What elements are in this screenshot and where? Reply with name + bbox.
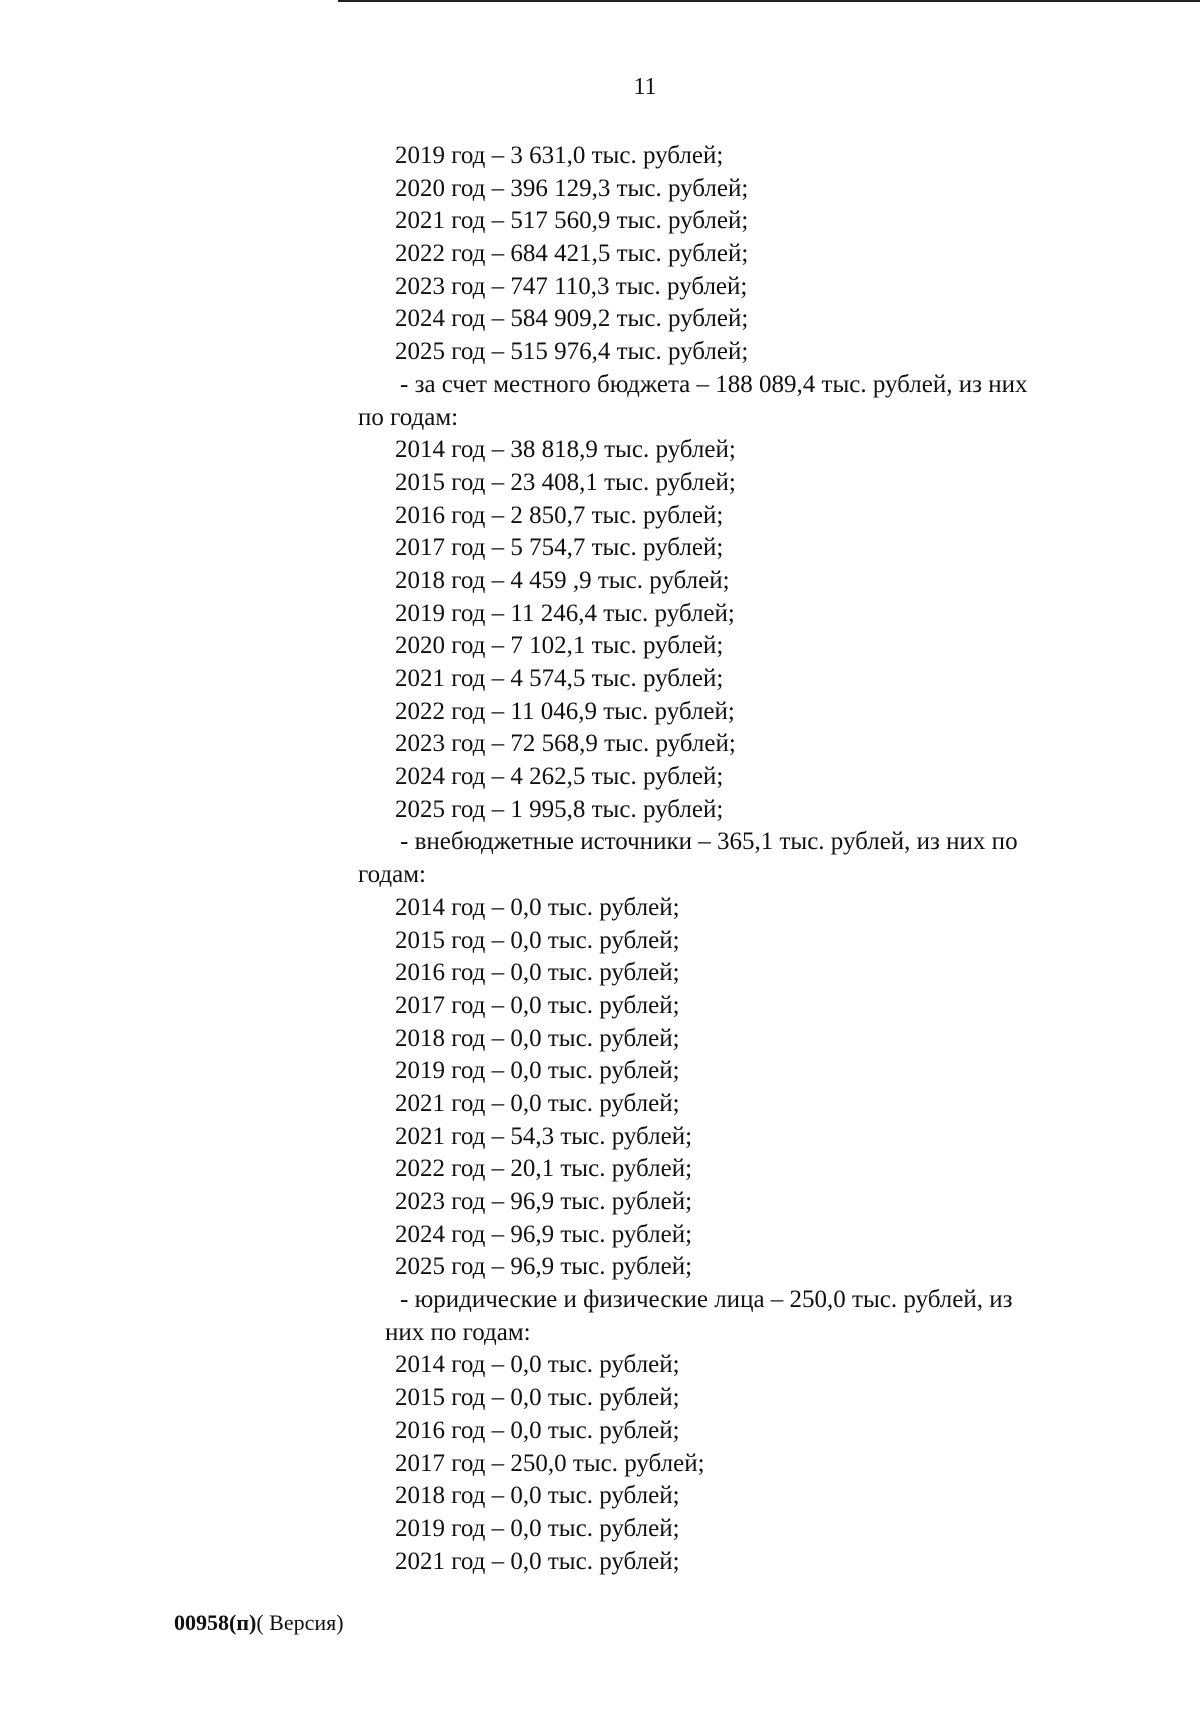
block-legal-entities <box>385 1284 1135 1578</box>
year-line: 2014 год – 38 818,9 тыс. рублей; <box>395 436 736 464</box>
year-line: 2014 год – 0,0 тыс. рублей; <box>395 1351 680 1379</box>
year-line: 2017 год – 5 754,7 тыс. рублей; <box>395 534 724 562</box>
year-line: 2019 год – 11 246,4 тыс. рублей; <box>395 599 735 627</box>
year-line: 2023 год – 747 110,3 тыс. рублей; <box>395 272 748 300</box>
year-line: 2024 год – 4 262,5 тыс. рублей; <box>395 763 724 791</box>
section-heading-continuation: них по годам: <box>385 1318 531 1346</box>
section-heading-continuation: годам: <box>358 861 426 889</box>
year-line: 2021 год – 54,3 тыс. рублей; <box>395 1122 693 1150</box>
document-body <box>358 140 1135 1578</box>
document-footer <box>174 1609 344 1637</box>
top-rule <box>338 0 1200 2</box>
year-line: 2021 год – 0,0 тыс. рублей; <box>395 1089 680 1117</box>
year-line: 2018 год – 0,0 тыс. рублей; <box>395 1482 680 1510</box>
year-line: 2015 год – 0,0 тыс. рублей; <box>395 926 680 954</box>
year-line: 2016 год – 2 850,7 тыс. рублей; <box>395 501 724 529</box>
year-line: 2018 год – 0,0 тыс. рублей; <box>395 1024 680 1052</box>
year-line: 2025 год – 515 976,4 тыс. рублей; <box>395 338 749 366</box>
year-line: 2023 год – 96,9 тыс. рублей; <box>395 1188 693 1215</box>
year-line: 2021 год – 4 574,5 тыс. рублей; <box>395 665 724 692</box>
document-code: 00958(п) <box>174 1610 257 1635</box>
year-line: 2019 год – 0,0 тыс. рублей; <box>395 1514 680 1542</box>
year-line: 2018 год – 4 459 ,9 тыс. рублей; <box>395 566 730 594</box>
year-line: 2020 год – 7 102,1 тыс. рублей; <box>395 632 724 660</box>
year-line: 2025 год – 96,9 тыс. рублей; <box>395 1253 693 1281</box>
year-line: 2015 год – 23 408,1 тыс. рублей; <box>395 468 736 496</box>
section-heading-continuation: по годам: <box>358 403 459 431</box>
year-line: 2020 год – 396 129,3 тыс. рублей; <box>395 174 749 202</box>
year-line: 2015 год – 0,0 тыс. рублей; <box>395 1384 680 1412</box>
block-regional-years <box>395 140 1135 369</box>
block-extrabudgetary <box>358 826 1135 1284</box>
year-line: 2019 год – 3 631,0 тыс. рублей; <box>395 142 724 169</box>
year-line: 2016 год – 0,0 тыс. рублей; <box>395 1416 680 1444</box>
year-line: 2022 год – 20,1 тыс. рублей; <box>395 1155 693 1183</box>
year-line: 2022 год – 11 046,9 тыс. рублей; <box>395 697 735 725</box>
section-heading: - юридические и физические лица – 250,0 тыс. рублей, из <box>400 1286 1013 1314</box>
year-line: 2022 год – 684 421,5 тыс. рублей; <box>395 240 749 268</box>
year-line: 2016 год – 0,0 тыс. рублей; <box>395 959 680 987</box>
year-line: 2014 год – 0,0 тыс. рублей; <box>395 893 680 921</box>
block-local-budget <box>358 369 1135 827</box>
year-line: 2017 год – 250,0 тыс. рублей; <box>395 1449 705 1477</box>
section-heading: - внебюджетные источники – 365,1 тыс. рублей, из них по <box>400 828 1018 856</box>
year-line: 2023 год – 72 568,9 тыс. рублей; <box>395 730 736 758</box>
year-line: 2024 год – 96,9 тыс. рублей; <box>395 1220 693 1248</box>
section-heading: - за счет местного бюджета – 188 089,4 тыс. рублей, из них <box>400 370 1028 398</box>
year-line: 2017 год – 0,0 тыс. рублей; <box>395 991 680 1019</box>
year-line: 2019 год – 0,0 тыс. рублей; <box>395 1057 680 1085</box>
year-line: 2024 год – 584 909,2 тыс. рублей; <box>395 305 749 333</box>
page-number: 11 <box>633 74 657 100</box>
year-line: 2021 год – 517 560,9 тыс. рублей; <box>395 207 749 235</box>
year-line: 2025 год – 1 995,8 тыс. рублей; <box>395 795 724 823</box>
document-version: ( Версия) <box>256 1610 344 1635</box>
year-line: 2021 год – 0,0 тыс. рублей; <box>395 1547 680 1575</box>
